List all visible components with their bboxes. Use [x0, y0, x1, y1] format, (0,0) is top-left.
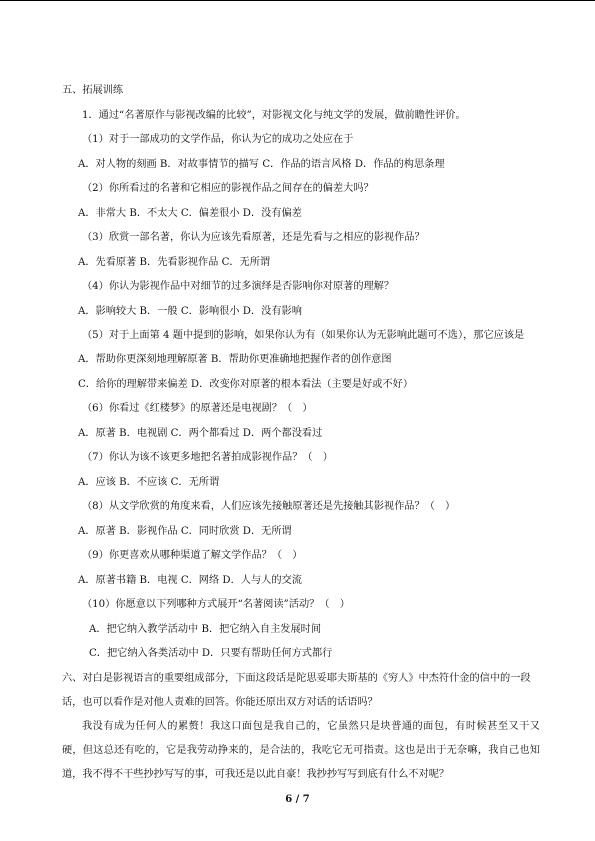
sub-question-4: （4）你认为影视作品中对细节的过多演绎是否影响你对原著的理解？ — [82, 281, 395, 292]
sub-question-1: （1）对于一部成功的文学作品，你认为它的成功之处应在于 — [82, 134, 354, 145]
options-1: A．对人物的刻画 B．对故事情节的描写 C．作品的语言风格 D．作品的构思条理 — [78, 158, 445, 170]
section6-passage: 我没有成为任何人的累赘！我这口面包是我自己的，它虽然只是块普通的面包，有时候甚至又干又硬，但这总还有吃的，它是我劳动挣来的，是合法的，我吃它无可指责。这也是出于无奈嘛，我自己也知道，我不得不干些抄抄写写的事，可我还是以此自豪！我抄抄写写到底有什么不对呢？ — [62, 720, 540, 780]
question-1: 1．通过“名著原作与影视改编的比较”，对影视文化与纯文学的发展，做前瞻性评价。 — [82, 109, 466, 121]
section6-intro: 六、对白是影视语言的重要组成部分，下面这段话是陀思妥耶夫斯基的《穷人》中杰符什金的信中的一段话，也可以看作是对他人责难的回答。你能还原出双方对话的话语吗？ — [62, 672, 531, 708]
sub-question-6: （6）你看过《红楼梦》的原著还是电视剧？（ ） — [82, 403, 313, 414]
options-9: A．原著书籍 B．电视 C．网络 D．人与人的交流 — [78, 574, 302, 586]
page-content — [62, 79, 540, 787]
sub-question-8: （8）从文学欣赏的角度来看，人们应该先接触原著还是先接触其影视作品？（ ） — [82, 501, 456, 512]
sub-question-3: （3）欣赏一部名著，你认为应该先看原著，还是先看与之相应的影视作品？ — [82, 232, 425, 243]
top-rule — [0, 0, 595, 1]
options-3: A．先看原著 B．先看影视作品 C．无所谓 — [78, 256, 271, 268]
options-8: A．原著 B．影视作品 C．同时欣赏 D．无所谓 — [78, 525, 292, 537]
sub-question-7: （7）你认为该不该更多地把名著拍成影视作品？（ ） — [82, 452, 333, 463]
sub-question-9: （9）你更喜欢从哪种渠道了解文学作品？（ ） — [82, 550, 303, 561]
sub-question-10: （10）你愿意以下列哪种方式展开“名著阅读”活动？（ ） — [82, 599, 350, 610]
options-5a: A．帮助你更深刻地理解原著 B．帮助你更准确地把握作者的创作意图 — [78, 354, 392, 365]
section-heading: 五、拓展训练 — [62, 85, 124, 96]
options-4: A．影响较大 B．一般 C．影响很小 D．没有影响 — [78, 305, 302, 317]
sub-question-5: （5）对于上面第 4 题中提到的影响，如果你认为有（如果你认为无影响此题可不选），那它应该是 — [82, 330, 525, 341]
options-2: A．非常大 B．不太大 C．偏差很小 D．没有偏差 — [78, 207, 302, 219]
options-6: A．原著 B．电视剧 C．两个都看过 D．两个都没看过 — [78, 427, 323, 439]
options-10a: A．把它纳入教学活动中 B．把它纳入自主发展时间 — [89, 623, 322, 635]
page-number: 6 / 7 — [285, 794, 310, 805]
sub-question-2: （2）你所看过的名著和它相应的影视作品之间存在的偏差大吗？ — [82, 183, 374, 194]
options-5b: C．给你的理解带来偏差 D．改变你对原著的根本看法（主要是好或不好） — [78, 378, 414, 390]
options-7: A．应该 B．不应该 C．无所谓 — [78, 476, 220, 488]
options-10b: C．把它纳入各类活动中 D．只要有帮助任何方式都行 — [89, 648, 333, 659]
